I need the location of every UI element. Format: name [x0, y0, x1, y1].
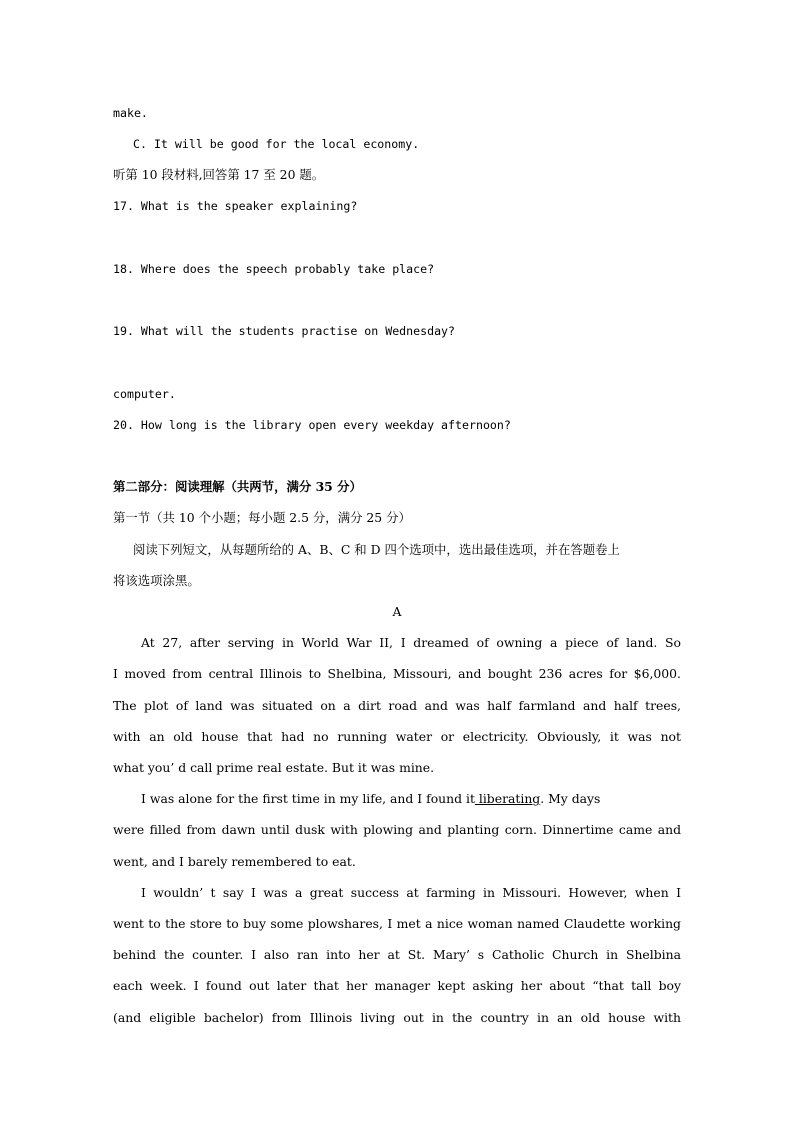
passage-line: The plot of land was situated on a dirt road and was half farmland and half trees,: [113, 698, 681, 713]
passage-line: each week. I found out later that her manager kept asking her about “that tall boy: [113, 978, 681, 993]
passage-line: were filled from dawn until dusk with plowing and planting corn. Dinnertime came and: [113, 822, 681, 837]
passage-line: I wouldn’ t say I was a great success at farming in Missouri. However, when I: [141, 885, 681, 900]
passage-line: went, and I barely remembered to eat.: [113, 854, 356, 869]
passage-line: what you’ d call prime real estate. But it was mine.: [113, 760, 435, 775]
underlined-word: liberating: [474, 791, 541, 806]
question-18: 18. Where does the speech probably take place?: [113, 262, 435, 276]
text-line: make.: [113, 106, 148, 120]
instruction-text: 将该选项涂黑。: [113, 573, 200, 588]
text-line: computer.: [113, 387, 176, 401]
passage-line: [141, 791, 681, 807]
passage-line: behind the counter. I also ran into her at St. Mary’ s Catholic Church in Shelbina: [113, 947, 681, 962]
passage-text: I was alone for the first time in my life, and I found it: [141, 791, 475, 806]
passage-title: A: [392, 604, 402, 619]
instruction-text: 阅读下列短文，从每题所给的 A、B、C 和 D 四个选项中，选出最佳选项，并在答题卷上: [133, 542, 620, 557]
part-heading: 第二部分：阅读理解（共两节，满分 35 分）: [113, 479, 362, 494]
question-19: 19. What will the students practise on Wednesday?: [113, 324, 456, 338]
listening-instruction: 听第 10 段材料,回答第 17 至 20 题。: [113, 167, 325, 182]
passage-line: At 27, after serving in World War II, I dreamed of owning a piece of land. So: [141, 635, 681, 650]
passage-text: . My days: [540, 791, 601, 806]
option-c: C. It will be good for the local economy.: [133, 137, 420, 151]
question-17: 17. What is the speaker explaining?: [113, 199, 358, 213]
section-heading: 第一节（共 10 个小题；每小题 2.5 分，满分 25 分）: [113, 510, 411, 525]
question-20: 20. How long is the library open every weekday afternoon?: [113, 418, 511, 432]
passage-line: went to the store to buy some plowshares, I met a nice woman named Claudette working: [113, 916, 681, 931]
passage-line: I moved from central Illinois to Shelbina, Missouri, and bought 236 acres for $6,000.: [113, 666, 681, 681]
passage-line: with an old house that had no running water or electricity. Obviously, it was not: [113, 729, 681, 744]
passage-line: (and eligible bachelor) from Illinois living out in the country in an old house with: [113, 1010, 681, 1025]
